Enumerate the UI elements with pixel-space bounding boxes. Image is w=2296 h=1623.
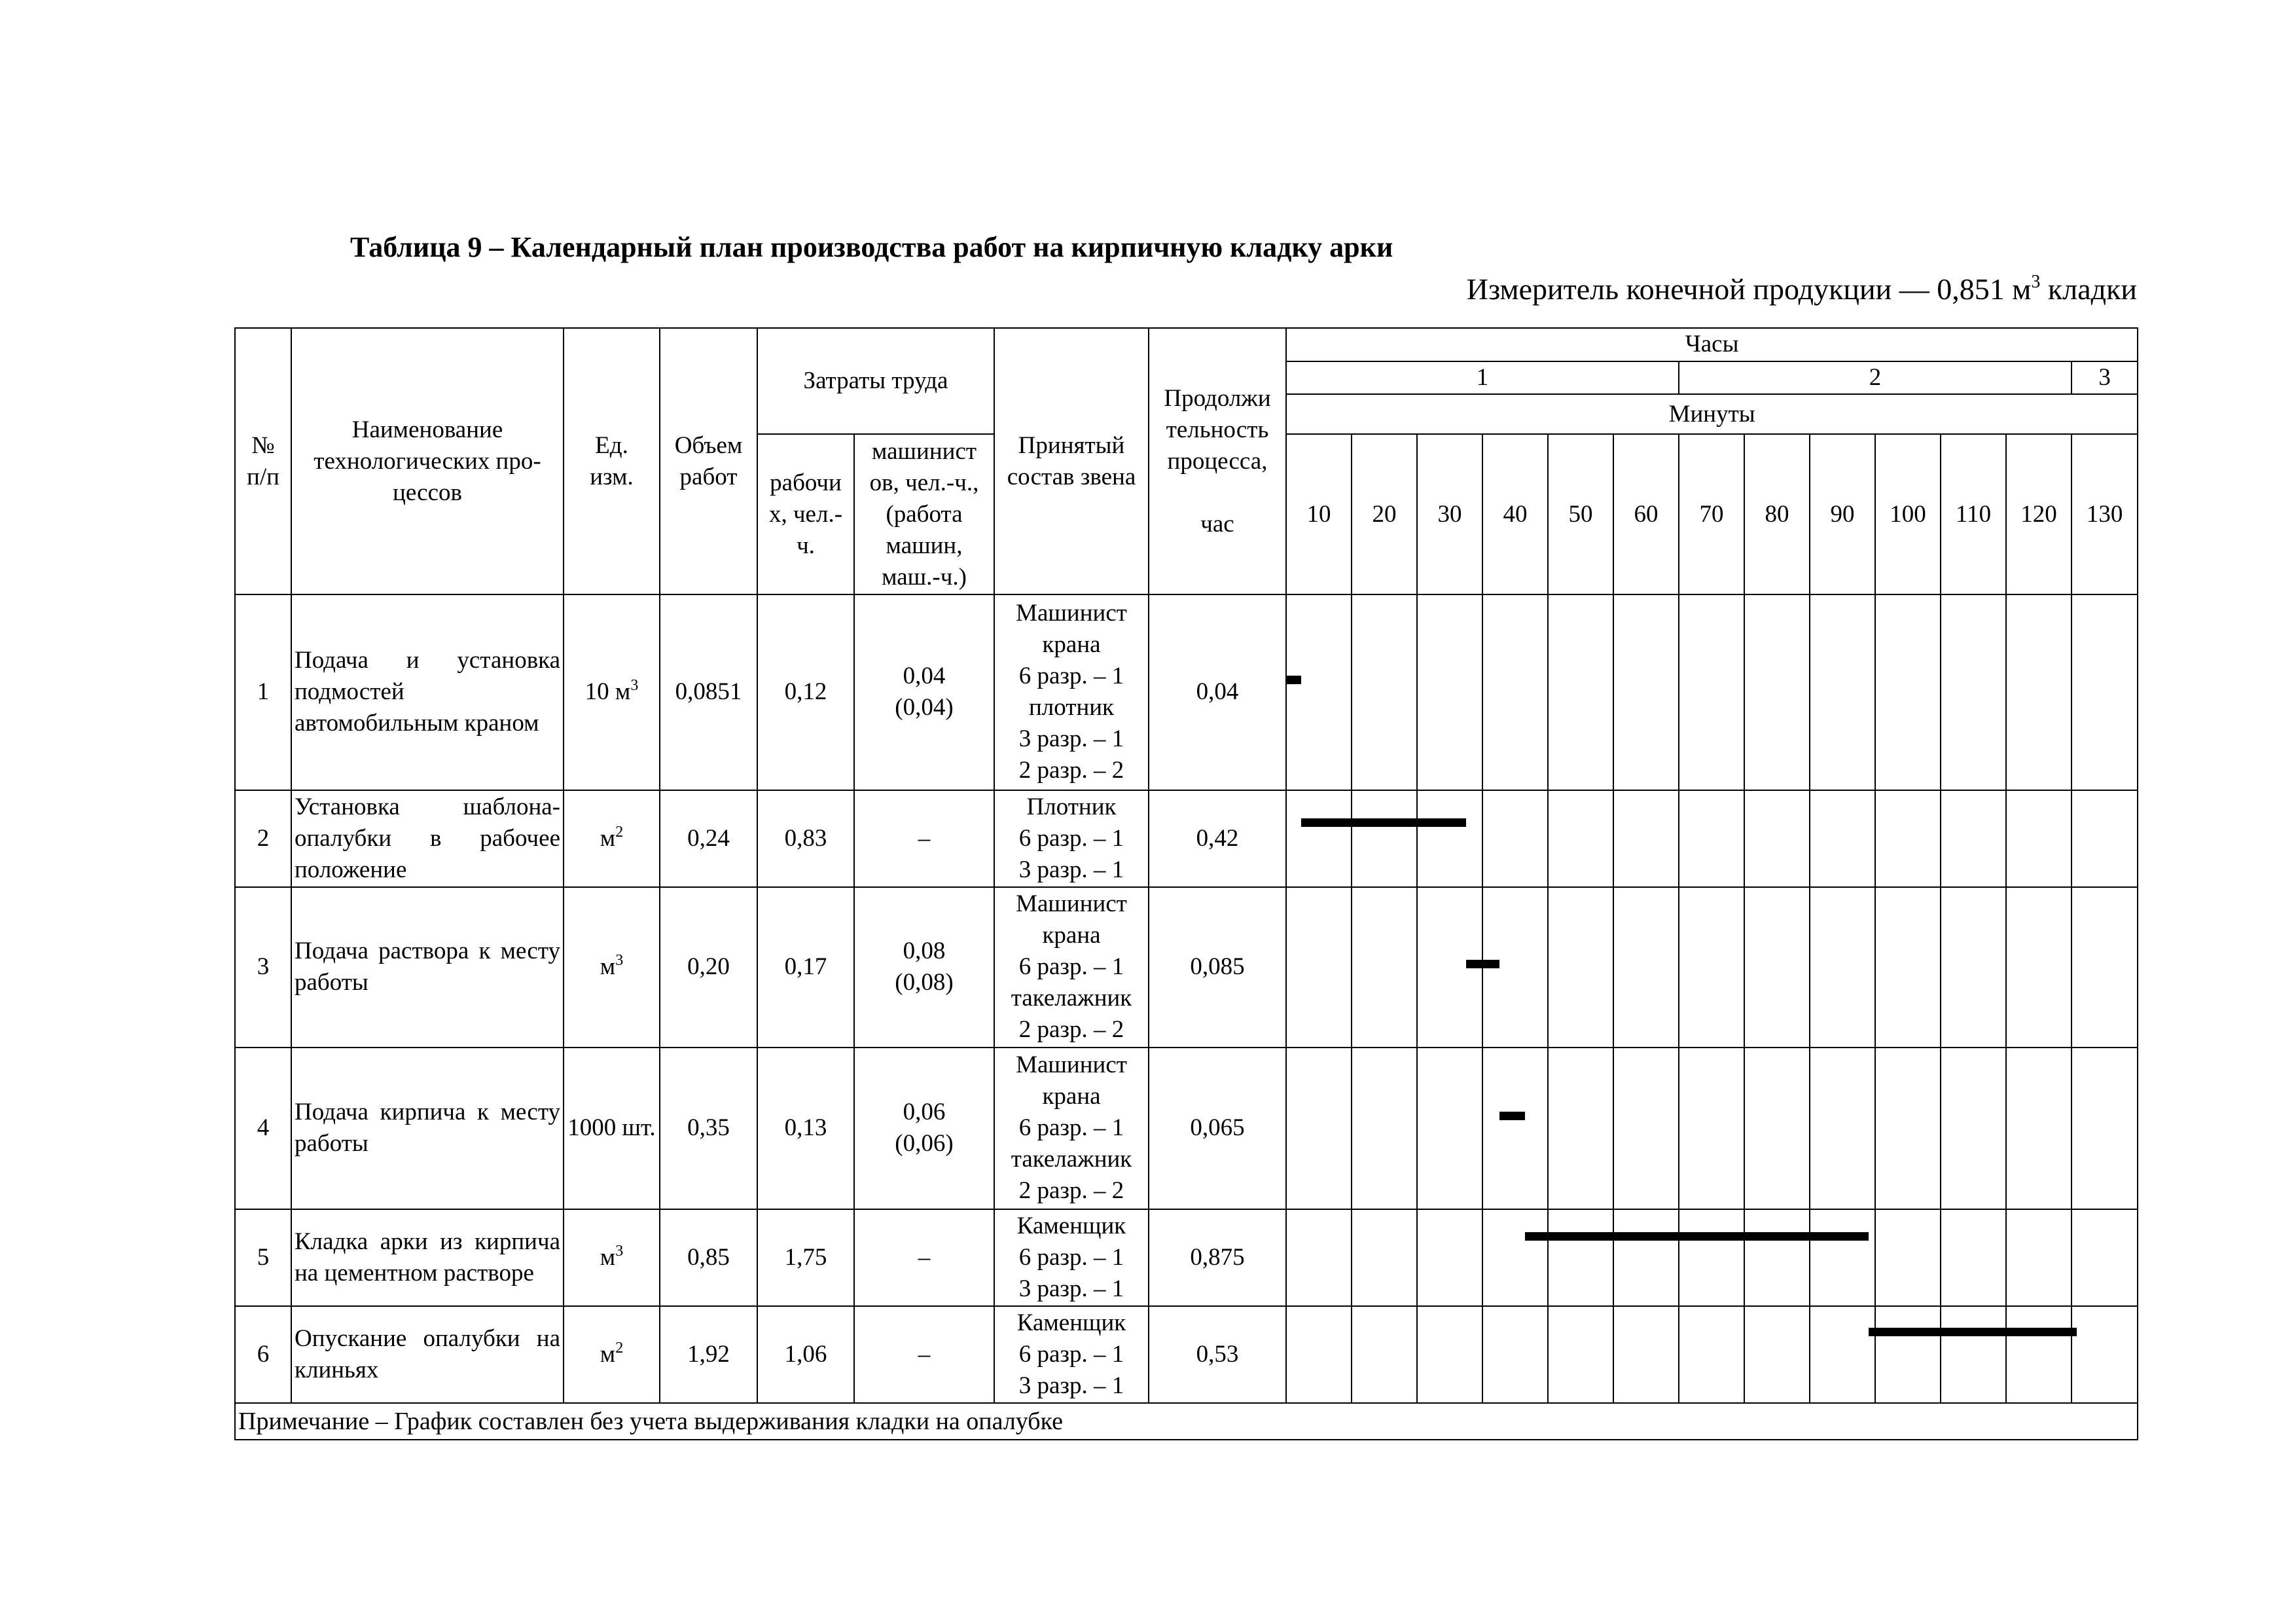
row-num-text: 4	[257, 1114, 270, 1142]
header-minute-100-text: 100	[1890, 500, 1926, 528]
header-row-hours-label	[235, 328, 2138, 361]
gantt-cell	[1352, 1048, 1417, 1209]
row-crew	[994, 1306, 1149, 1403]
row-num-text: 3	[257, 953, 270, 981]
row-crew-line: 2 разр. – 2	[1018, 757, 1124, 784]
row-crew-line: такелажник	[1011, 985, 1132, 1012]
gantt-cell	[1352, 790, 1417, 887]
product-meter	[1467, 272, 2137, 306]
row-unit-text: 1000 шт.	[567, 1114, 656, 1142]
row-crew-line: крана	[1042, 631, 1101, 659]
gantt-cell	[1941, 790, 2006, 887]
header-minute-120-text: 120	[2020, 500, 2057, 528]
gantt-cell	[1744, 594, 1810, 790]
header-unit-line: Ед.	[595, 431, 628, 459]
row-process-name-text: Подача и установка подмостей автомобильным краном	[295, 647, 560, 737]
gantt-cell	[1482, 1306, 1548, 1403]
gantt-cell	[1613, 887, 1679, 1048]
row-labor-workers	[757, 1209, 854, 1306]
row-crew-line: 3 разр. – 1	[1018, 856, 1124, 883]
header-duration-line: процесса,	[1167, 447, 1268, 475]
row-labor-workers	[757, 594, 854, 790]
gantt-cell	[1744, 1306, 1810, 1403]
row-volume-text: 0,20	[687, 953, 730, 981]
gantt-cell	[1286, 1048, 1352, 1209]
row-crew-line: 6 разр. – 1	[1018, 663, 1124, 690]
row-duration	[1149, 1209, 1286, 1306]
table-title: Таблица 9 – Календарный план производства работ на кирпичную кладку арки	[350, 231, 1393, 263]
meter-unit-exponent: 3	[2031, 272, 2041, 292]
gantt-cell	[1286, 790, 1352, 887]
header-minute-70	[1679, 434, 1744, 594]
gantt-cell	[1744, 1048, 1810, 1209]
header-labor-machinists	[854, 434, 994, 594]
row-crew-line: 6 разр. – 1	[1018, 953, 1124, 981]
row-labor-machinists	[854, 1209, 994, 1306]
row-process-name-text: Подача раствора к месту работы	[295, 938, 560, 996]
gantt-cell	[1744, 887, 1810, 1048]
row-crew-line: 6 разр. – 1	[1018, 1114, 1124, 1142]
header-duration-line	[1152, 477, 1283, 509]
header-hour-1	[1286, 361, 1679, 395]
header-labor-machinists-line: (работа	[886, 500, 963, 528]
row-crew-line: крана	[1042, 1083, 1101, 1110]
row-labor-machinists-line: –	[918, 1341, 931, 1368]
gantt-cell	[2006, 790, 2072, 887]
calendar-plan-table	[234, 327, 2138, 1440]
gantt-cell	[1482, 1048, 1548, 1209]
row-volume-text: 0,0851	[675, 678, 742, 706]
gantt-cell	[1941, 594, 2006, 790]
header-crew-line: состав звена	[1007, 463, 1136, 490]
gantt-cell	[1875, 887, 1941, 1048]
row-crew-line: Машинист	[1016, 890, 1127, 918]
row-crew	[994, 1209, 1149, 1306]
row-crew-line: 2 разр. – 2	[1018, 1177, 1124, 1205]
header-minute-40	[1482, 434, 1548, 594]
row-num-text: 2	[257, 824, 270, 852]
row-unit-text: м	[600, 1244, 616, 1271]
table-row	[235, 1048, 2138, 1209]
row-crew	[994, 1048, 1149, 1209]
header-minute-10-text: 10	[1306, 500, 1331, 528]
gantt-cell	[2072, 1048, 2138, 1209]
gantt-cell	[1286, 594, 1352, 790]
header-hour-1-text: 1	[1476, 364, 1489, 391]
gantt-cell	[1875, 1048, 1941, 1209]
row-unit-text: м	[600, 1341, 616, 1368]
row-labor-machinists	[854, 790, 994, 887]
calendar-plan	[234, 327, 2137, 1440]
row-labor-machinists	[854, 887, 994, 1048]
header-num	[235, 328, 291, 594]
gantt-cell	[1613, 1048, 1679, 1209]
row-labor-workers-text: 0,13	[784, 1114, 827, 1142]
gantt-cell	[1613, 1209, 1679, 1306]
table-note-text: Примечание – График составлен без учета выдерживания кладки на опалубке	[238, 1408, 1063, 1436]
row-unit	[564, 594, 660, 790]
header-minute-10	[1286, 434, 1352, 594]
header-minute-20-text: 20	[1372, 500, 1397, 528]
row-num	[235, 790, 291, 887]
row-process-name-text: Установка шаблона-опалубки в рабочее положение	[295, 793, 560, 883]
row-unit	[564, 1209, 660, 1306]
header-minute-30	[1417, 434, 1482, 594]
header-minute-110-text: 110	[1955, 500, 1992, 528]
row-duration	[1149, 887, 1286, 1048]
row-process-name	[291, 1048, 564, 1209]
row-unit-exponent: 3	[630, 677, 639, 695]
header-volume-line: работ	[679, 463, 738, 490]
header-unit-line: изм.	[590, 463, 634, 490]
gantt-cell	[1744, 790, 1810, 887]
gantt-cell	[1810, 1048, 1875, 1209]
gantt-cell	[2072, 1306, 2138, 1403]
table-row	[235, 790, 2138, 887]
row-crew-line: 3 разр. – 1	[1018, 1372, 1124, 1400]
row-process-name	[291, 1306, 564, 1403]
row-labor-machinists	[854, 1048, 994, 1209]
row-labor-workers	[757, 790, 854, 887]
row-crew-line: 6 разр. – 1	[1018, 1244, 1124, 1271]
gantt-cell	[1679, 887, 1744, 1048]
header-labor-machinists-line: машинист	[871, 437, 977, 465]
row-volume	[660, 887, 757, 1048]
gantt-cell	[1482, 790, 1548, 887]
row-volume	[660, 790, 757, 887]
header-minute-130-text: 130	[2086, 500, 2123, 528]
row-process-name-text: Подача кирпича к месту работы	[295, 1099, 560, 1158]
gantt-cell	[2072, 1209, 2138, 1306]
gantt-cell	[1810, 594, 1875, 790]
row-unit-exponent: 2	[615, 1340, 624, 1357]
gantt-cell	[1417, 887, 1482, 1048]
gantt-cell	[1417, 594, 1482, 790]
header-labor-machinists-line: машин,	[886, 532, 963, 559]
row-process-name	[291, 594, 564, 790]
table-row	[235, 1306, 2138, 1403]
gantt-cell	[1875, 1306, 1941, 1403]
header-hour-3-text: 3	[2098, 364, 2111, 391]
row-crew-line: 6 разр. – 1	[1018, 824, 1124, 852]
gantt-cell	[2006, 887, 2072, 1048]
gantt-cell	[1679, 1209, 1744, 1306]
row-duration-text: 0,04	[1196, 678, 1239, 706]
header-minute-50	[1548, 434, 1613, 594]
gantt-cell	[1352, 594, 1417, 790]
row-crew-line: 3 разр. – 1	[1018, 1275, 1124, 1303]
header-labor-machinists-line: маш.-ч.)	[882, 563, 967, 591]
header-unit	[564, 328, 660, 594]
gantt-cell	[1941, 1048, 2006, 1209]
row-unit-text: 10 м	[584, 678, 631, 706]
header-minute-80-text: 80	[1765, 500, 1789, 528]
gantt-cell	[1482, 887, 1548, 1048]
row-labor-machinists	[854, 1306, 994, 1403]
row-unit	[564, 887, 660, 1048]
row-unit-text: м	[600, 953, 616, 981]
header-minute-40-text: 40	[1503, 500, 1528, 528]
row-process-name	[291, 790, 564, 887]
table-row	[235, 594, 2138, 790]
gantt-cell	[1548, 1209, 1613, 1306]
row-unit	[564, 1048, 660, 1209]
gantt-cell	[2006, 1048, 2072, 1209]
row-num-text: 1	[257, 678, 270, 706]
header-duration-line: тельность	[1166, 416, 1269, 443]
row-duration-text: 0,875	[1190, 1244, 1245, 1271]
header-duration	[1149, 328, 1286, 594]
gantt-cell	[1286, 1306, 1352, 1403]
gantt-cell	[1482, 594, 1548, 790]
row-process-name-text: Опускание опалубки на клиньях	[295, 1325, 560, 1384]
header-volume-line: Объем	[674, 431, 743, 459]
gantt-cell	[1417, 790, 1482, 887]
row-volume-text: 0,24	[687, 824, 730, 852]
row-volume-text: 0,35	[687, 1114, 730, 1142]
row-num	[235, 1048, 291, 1209]
gantt-cell	[2072, 887, 2138, 1048]
row-labor-workers-text: 1,75	[784, 1244, 827, 1271]
gantt-cell	[1679, 1306, 1744, 1403]
header-hours-label-text: Часы	[1685, 331, 1739, 358]
gantt-cell	[1744, 1209, 1810, 1306]
row-labor-machinists-line: (0,06)	[895, 1130, 954, 1158]
row-num	[235, 1306, 291, 1403]
row-num-text: 5	[257, 1244, 270, 1271]
row-labor-workers	[757, 1048, 854, 1209]
row-duration	[1149, 1306, 1286, 1403]
row-crew-line: Каменщик	[1016, 1213, 1126, 1240]
gantt-cell	[2006, 1306, 2072, 1403]
row-process-name	[291, 1209, 564, 1306]
header-labor-workers-line: х, чел.-	[768, 500, 843, 528]
header-num-line: п/п	[247, 463, 279, 490]
header-minute-50-text: 50	[1568, 500, 1593, 528]
header-hour-2-text: 2	[1869, 364, 1882, 391]
header-minutes-label-text: Минуты	[1668, 400, 1755, 428]
row-num-text: 6	[257, 1341, 270, 1368]
row-duration-text: 0,53	[1196, 1341, 1239, 1368]
row-crew-line: Плотник	[1026, 793, 1117, 820]
table-row	[235, 887, 2138, 1048]
row-crew-line: Машинист	[1016, 1051, 1127, 1079]
header-volume	[660, 328, 757, 594]
row-labor-machinists-line: –	[918, 1244, 931, 1271]
row-unit	[564, 1306, 660, 1403]
header-minute-20	[1352, 434, 1417, 594]
gantt-cell	[1352, 1306, 1417, 1403]
row-duration	[1149, 790, 1286, 887]
gantt-cell	[1875, 1209, 1941, 1306]
header-minute-110	[1941, 434, 2006, 594]
row-labor-machinists-line: (0,04)	[895, 694, 954, 721]
row-volume	[660, 594, 757, 790]
row-num	[235, 594, 291, 790]
row-unit-text: м	[600, 824, 616, 852]
gantt-cell	[1810, 1209, 1875, 1306]
gantt-cell	[1613, 790, 1679, 887]
gantt-cell	[1352, 887, 1417, 1048]
header-labor	[757, 328, 994, 434]
gantt-cell	[1548, 1048, 1613, 1209]
header-minute-90-text: 90	[1830, 500, 1855, 528]
row-num	[235, 1209, 291, 1306]
table-note	[235, 1403, 2138, 1440]
header-hour-2	[1679, 361, 2072, 395]
header-labor-machinists-line: ов, чел.-ч.,	[869, 469, 979, 496]
header-crew	[994, 328, 1149, 594]
gantt-cell	[1679, 790, 1744, 887]
row-labor-workers	[757, 887, 854, 1048]
row-volume	[660, 1048, 757, 1209]
header-duration-line: час	[1200, 510, 1234, 538]
row-duration-text: 0,065	[1190, 1114, 1245, 1142]
gantt-cell	[1941, 887, 2006, 1048]
gantt-cell	[1417, 1306, 1482, 1403]
row-crew	[994, 887, 1149, 1048]
header-name-line: Наименование	[351, 416, 503, 443]
gantt-cell	[1548, 887, 1613, 1048]
gantt-cell	[1875, 594, 1941, 790]
gantt-cell	[1613, 594, 1679, 790]
row-duration	[1149, 1048, 1286, 1209]
gantt-cell	[1548, 1306, 1613, 1403]
row-labor-machinists-line: –	[918, 824, 931, 852]
row-crew-line: такелажник	[1011, 1146, 1132, 1173]
header-name-line: технологических про-	[314, 447, 541, 475]
row-labor-workers-text: 0,12	[784, 678, 827, 706]
header-name-line: цессов	[393, 479, 462, 506]
gantt-cell	[1352, 1209, 1417, 1306]
header-hour-3	[2072, 361, 2138, 395]
row-duration-text: 0,42	[1196, 824, 1239, 852]
header-labor-workers-line: ч.	[797, 532, 815, 559]
header-labor-workers	[757, 434, 854, 594]
row-labor-machinists-line: (0,08)	[895, 969, 954, 996]
row-labor-machinists-line: 0,06	[903, 1099, 946, 1126]
row-process-name	[291, 887, 564, 1048]
header-minute-60-text: 60	[1634, 500, 1659, 528]
row-labor-workers-text: 0,17	[784, 953, 827, 981]
gantt-cell	[2072, 790, 2138, 887]
row-labor-machinists-line: 0,04	[903, 663, 946, 690]
header-minute-90	[1810, 434, 1875, 594]
row-unit	[564, 790, 660, 887]
gantt-cell	[2006, 1209, 2072, 1306]
header-minute-130	[2072, 434, 2138, 594]
row-volume	[660, 1209, 757, 1306]
header-name	[291, 328, 564, 594]
header-minute-60	[1613, 434, 1679, 594]
gantt-cell	[1941, 1209, 2006, 1306]
row-crew-line: крана	[1042, 922, 1101, 949]
gantt-cell	[1417, 1209, 1482, 1306]
row-crew-line: Машинист	[1016, 600, 1127, 627]
gantt-cell	[1482, 1209, 1548, 1306]
gantt-cell	[2072, 594, 2138, 790]
row-volume-text: 0,85	[687, 1244, 730, 1271]
gantt-cell	[1875, 790, 1941, 887]
row-labor-machinists	[854, 594, 994, 790]
row-unit-exponent: 3	[615, 1243, 624, 1260]
header-crew-line: Принятый	[1018, 431, 1125, 459]
header-minutes-label	[1286, 394, 2138, 434]
header-hours-label	[1286, 328, 2138, 361]
meter-text: Измеритель конечной продукции — 0,851 м	[1466, 272, 2032, 306]
header-labor-text: Затраты труда	[803, 367, 948, 395]
gantt-cell	[1941, 1306, 2006, 1403]
row-crew	[994, 790, 1149, 887]
header-minute-120	[2006, 434, 2072, 594]
table-row	[235, 1209, 2138, 1306]
gantt-cell	[1548, 790, 1613, 887]
note-row	[235, 1403, 2138, 1440]
gantt-cell	[1810, 790, 1875, 887]
gantt-cell	[1810, 1306, 1875, 1403]
row-duration-text: 0,085	[1190, 953, 1245, 981]
row-duration	[1149, 594, 1286, 790]
gantt-cell	[1548, 594, 1613, 790]
header-minute-30-text: 30	[1437, 500, 1462, 528]
gantt-cell	[1679, 1048, 1744, 1209]
meter-suffix: кладки	[2040, 272, 2137, 306]
row-crew-line: 3 разр. – 1	[1018, 725, 1124, 753]
row-labor-workers-text: 1,06	[784, 1341, 827, 1368]
row-volume	[660, 1306, 757, 1403]
header-num-line: №	[251, 431, 275, 459]
header-labor-workers-line: рабочи	[770, 469, 842, 496]
gantt-cell	[1810, 887, 1875, 1048]
gantt-cell	[2006, 594, 2072, 790]
row-crew-line: плотник	[1029, 694, 1115, 721]
row-process-name-text: Кладка арки из кирпича на цементном растворе	[295, 1228, 560, 1287]
gantt-cell	[1679, 594, 1744, 790]
gantt-cell	[1613, 1306, 1679, 1403]
row-num	[235, 887, 291, 1048]
row-unit-exponent: 2	[615, 823, 624, 841]
header-minute-70-text: 70	[1699, 500, 1724, 528]
header-duration-line: Продолжи	[1164, 384, 1271, 412]
row-labor-workers	[757, 1306, 854, 1403]
header-minute-80	[1744, 434, 1810, 594]
row-crew-line: Каменщик	[1016, 1309, 1126, 1337]
header-minute-100	[1875, 434, 1941, 594]
row-crew-line: 6 разр. – 1	[1018, 1341, 1124, 1368]
row-crew	[994, 594, 1149, 790]
gantt-cell	[1417, 1048, 1482, 1209]
row-volume-text: 1,92	[687, 1341, 730, 1368]
row-crew-line: 2 разр. – 2	[1018, 1016, 1124, 1044]
row-labor-workers-text: 0,83	[784, 824, 827, 852]
row-unit-exponent: 3	[615, 952, 624, 970]
gantt-cell	[1286, 887, 1352, 1048]
row-labor-machinists-line: 0,08	[903, 938, 946, 965]
gantt-cell	[1286, 1209, 1352, 1306]
